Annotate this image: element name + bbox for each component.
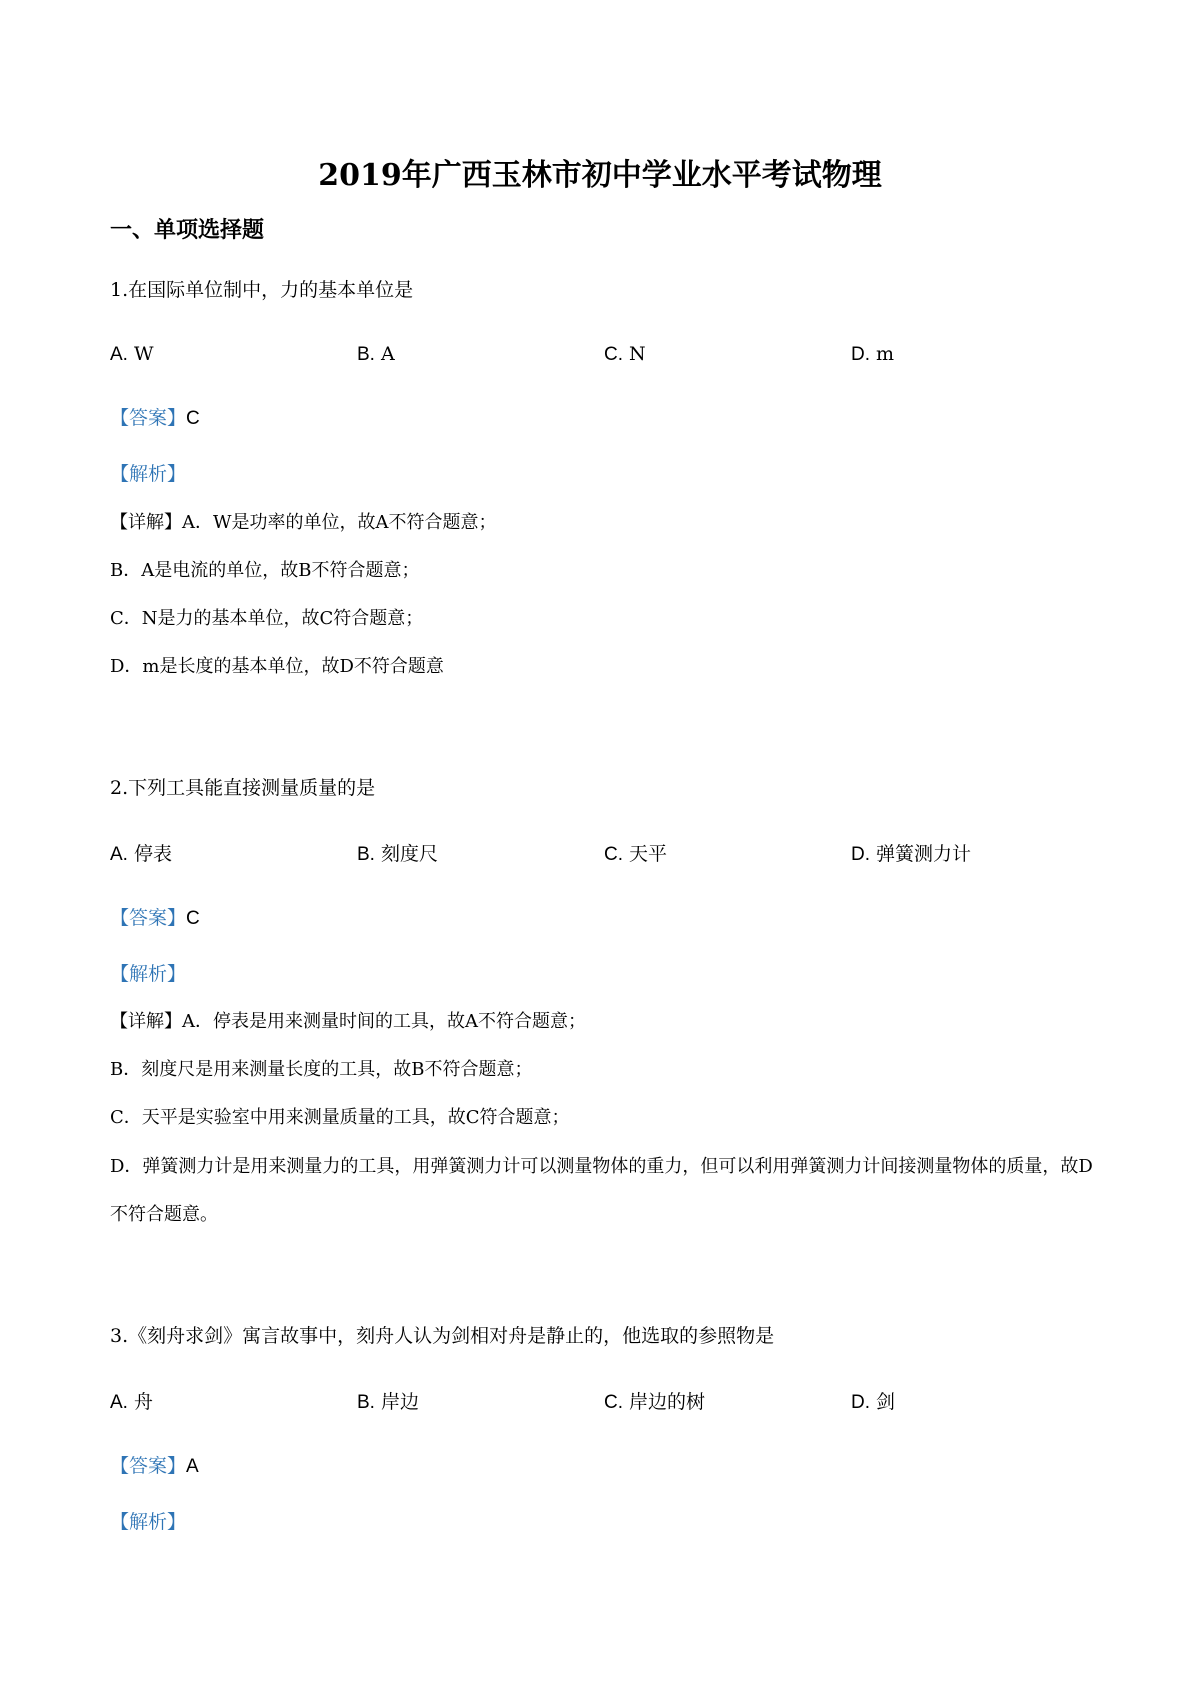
question-1-option-c <box>604 340 646 369</box>
answer-tag: 【答案】 <box>110 407 187 429</box>
question-1-analysis-tag: 【解析】 <box>110 463 187 485</box>
option-text: 弹簧测力计 <box>870 843 972 865</box>
answer-letter: A <box>186 1456 199 1477</box>
question-3-analysis-tag: 【解析】 <box>110 1511 187 1533</box>
question-3-option-c <box>604 1388 705 1417</box>
option-text: 停表 <box>127 843 172 865</box>
option-label: D. <box>851 844 870 865</box>
option-text: 岸边 <box>374 1391 419 1413</box>
question-2-option-b <box>357 840 438 869</box>
question-3-option-b <box>357 1388 419 1417</box>
option-label: B. <box>357 344 375 365</box>
option-text: W <box>127 343 154 365</box>
question-2-option-d <box>851 840 971 869</box>
question-1-stem: 1.在国际单位制中，力的基本单位是 <box>110 279 414 301</box>
option-label: A. <box>110 844 128 865</box>
question-2-detail-3: C．天平是实验室中用来测量质量的工具，故C符合题意； <box>110 1107 570 1128</box>
question-2-option-a <box>110 840 172 869</box>
option-label: C. <box>604 1392 623 1413</box>
answer-tag: 【答案】 <box>110 907 187 929</box>
option-label: C. <box>604 844 623 865</box>
option-label: D. <box>851 1392 870 1413</box>
question-1-detail-2: B．A是电流的单位，故B不符合题意； <box>110 560 420 581</box>
section-heading: 一、单项选择题 <box>110 217 265 243</box>
option-text: 岸边的树 <box>623 1391 706 1413</box>
question-2-stem: 2.下列工具能直接测量质量的是 <box>110 777 376 799</box>
option-text: 舟 <box>127 1391 153 1413</box>
page-title: 2019年广西玉林市初中学业水平考试物理 <box>318 158 882 193</box>
answer-tag: 【答案】 <box>110 1455 187 1477</box>
question-3-option-a <box>110 1388 153 1417</box>
question-1-detail-4: D．m是长度的基本单位，故D不符合题意 <box>110 656 444 677</box>
question-2-analysis-tag: 【解析】 <box>110 963 187 985</box>
question-1-answer <box>110 404 200 433</box>
option-text: 天平 <box>623 843 668 865</box>
option-text: m <box>870 343 895 365</box>
answer-letter: C <box>186 908 200 929</box>
option-label: B. <box>357 844 375 865</box>
option-label: D. <box>851 344 870 365</box>
question-3-option-d <box>851 1388 895 1417</box>
question-2-answer <box>110 904 200 933</box>
answer-letter: C <box>186 408 200 429</box>
question-3-answer <box>110 1452 199 1481</box>
question-1-option-d <box>851 340 894 369</box>
option-text: N <box>623 343 646 365</box>
question-2-detail-4: D．弹簧测力计是用来测量力的工具，用弹簧测力计可以测量物体的重力，但可以利用弹簧测力计间接测量物体的质量，故D不符合题意。 <box>110 1156 1093 1225</box>
question-1-detail-3: C．N是力的基本单位，故C符合题意； <box>110 608 424 629</box>
option-text: 剑 <box>870 1391 896 1413</box>
question-1-option-a <box>110 340 154 369</box>
option-label: B. <box>357 1392 375 1413</box>
question-2-detail-1: 【详解】A．停表是用来测量时间的工具，故A不符合题意； <box>110 1011 586 1032</box>
option-label: A. <box>110 1392 128 1413</box>
question-2-option-c <box>604 840 667 869</box>
question-1-option-b <box>357 340 395 369</box>
question-3-stem: 3.《刻舟求剑》寓言故事中，刻舟人认为剑相对舟是静止的，他选取的参照物是 <box>110 1325 775 1347</box>
question-1-detail-1: 【详解】A．W是功率的单位，故A不符合题意； <box>110 512 497 533</box>
option-text: A <box>374 343 395 365</box>
option-label: A. <box>110 344 128 365</box>
question-2-detail-2: B．刻度尺是用来测量长度的工具，故B不符合题意； <box>110 1059 533 1080</box>
option-label: C. <box>604 344 623 365</box>
option-text: 刻度尺 <box>374 843 438 865</box>
